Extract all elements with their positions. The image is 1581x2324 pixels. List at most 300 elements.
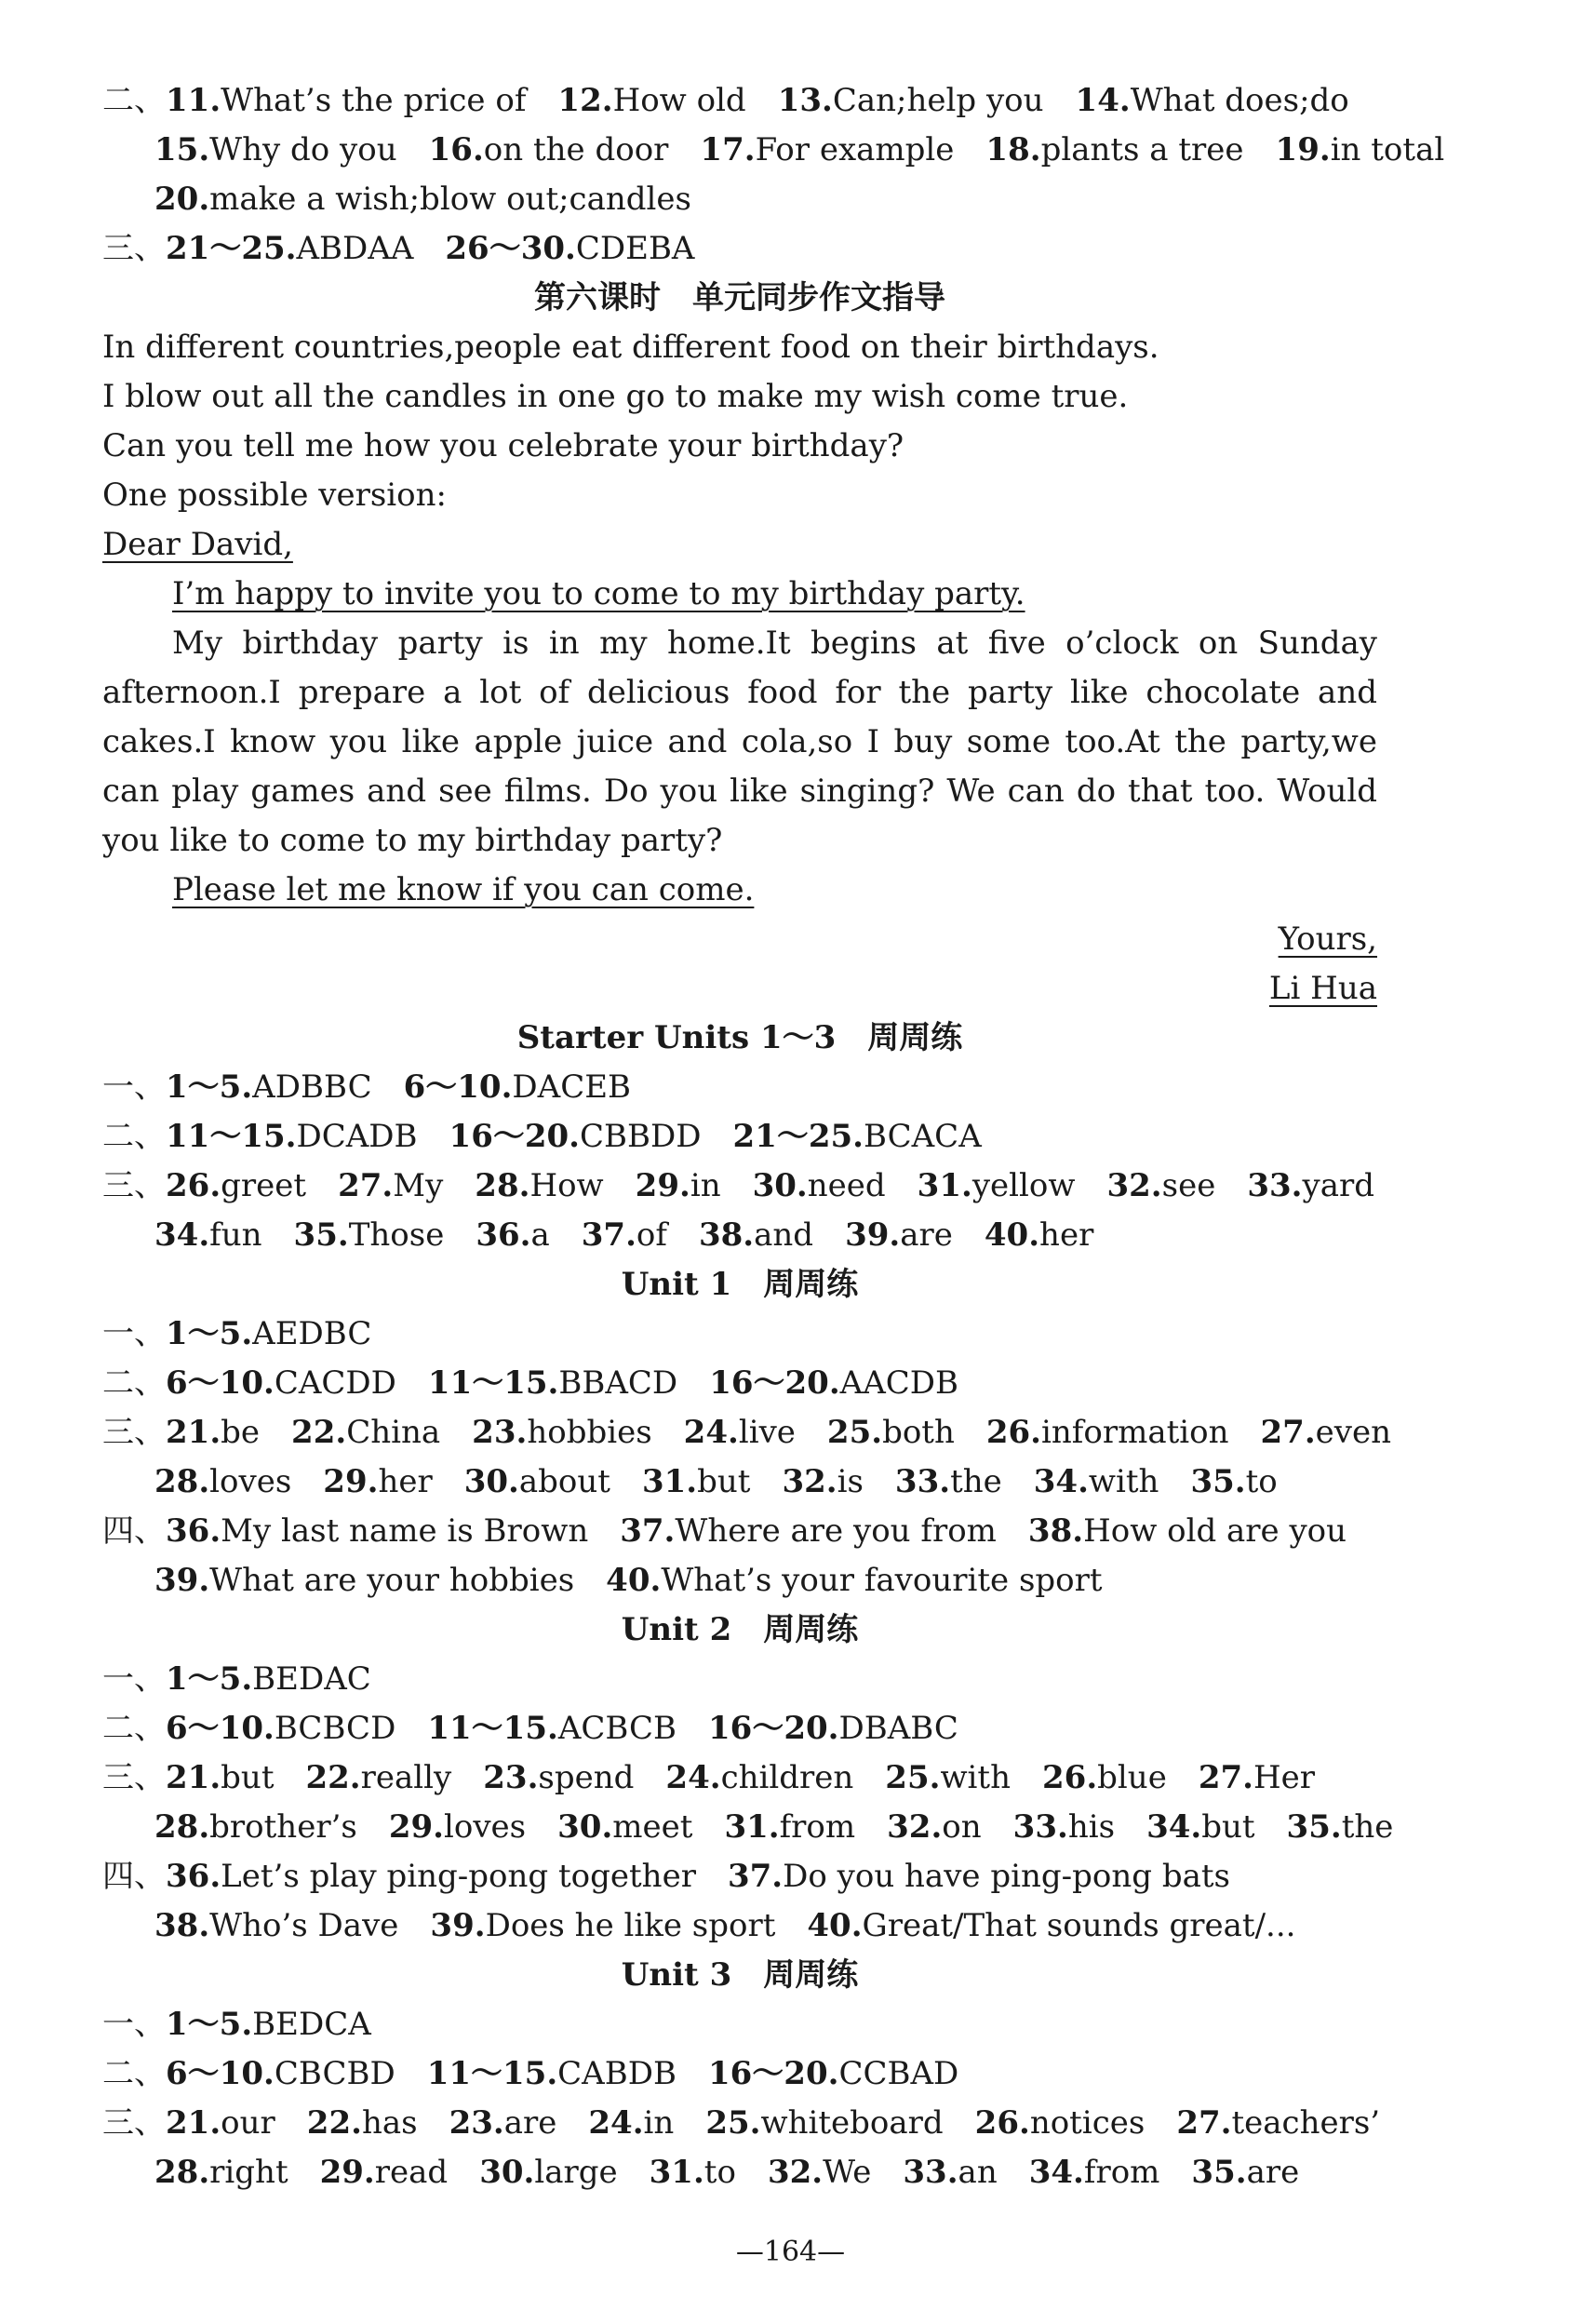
answer-text: need [807,1167,886,1204]
answer-item [166,1315,371,1352]
answer-item [154,1463,291,1500]
answer-text: CABDB [557,2055,677,2092]
answer-text: but [1201,1808,1255,1846]
answer-item [1199,1759,1315,1796]
question-number: 24. [683,1414,739,1451]
answer-item [699,1216,813,1254]
answer-text: see [1161,1167,1216,1204]
answer-text: My [393,1167,444,1204]
question-number: 28. [154,1463,210,1500]
answer-text: ABDAA [296,230,414,267]
answer-item [166,1512,588,1550]
question-number: 34. [1028,2154,1084,2191]
answer-text: in [643,2104,675,2142]
question-number: 37. [581,1216,636,1254]
answer-line [102,175,1377,224]
question-number: 29. [319,2154,375,2191]
question-number: 38. [698,1216,755,1254]
answer-line [102,1753,1377,1803]
answer-text: Let’s play ping-pong together [221,1858,696,1895]
answer-item [1190,1463,1277,1500]
answer-item [430,1907,775,1944]
question-number: 21. [166,1414,221,1451]
question-number: 40. [807,1907,863,1944]
answer-text: the [950,1463,1002,1500]
answer-item [986,1414,1229,1451]
question-number: 22. [306,2104,362,2142]
answer-line [102,1704,1377,1753]
answer-line [102,1310,1377,1359]
question-number: 32. [1106,1167,1162,1204]
question-number: 17. [700,131,756,168]
question-number: 21～25. [166,230,297,267]
question-number: 28. [154,1808,210,1846]
section-number: 三、 [102,230,166,267]
answer-item [642,1463,750,1500]
answer-item [606,1562,1102,1599]
question-number: 26. [166,1167,221,1204]
answer-text: right [209,2154,288,2191]
answer-text: spend [538,1759,635,1796]
answer-text: but [697,1463,751,1500]
letter-signoff [102,915,1377,964]
answer-item [903,2154,997,2191]
answer-text: Those [348,1216,445,1254]
question-number: 38. [1027,1512,1084,1550]
answer-text: teachers’ [1231,2104,1381,2142]
answer-text: her [378,1463,433,1500]
question-number: 38. [154,1907,210,1944]
answer-text: has [361,2104,418,2142]
question-number: 21. [166,2104,221,2142]
answer-item [1261,1414,1392,1451]
answer-item [338,1167,443,1204]
question-number: 31. [649,2154,704,2191]
answer-item [708,2055,958,2092]
question-number: 16～20. [449,1118,581,1155]
question-number: 35. [1191,2154,1247,2191]
answer-item [782,1463,863,1500]
question-number: 27. [1176,2104,1232,2142]
answer-item [650,2154,736,2191]
answer-item [449,1118,702,1155]
question-number: 14. [1075,82,1131,119]
question-number: 1～5. [166,1315,253,1352]
question-number: 1～5. [166,1068,253,1106]
answer-text: whiteboard [760,2104,944,2142]
answer-text: What’s your favourite sport [661,1562,1103,1599]
answer-item [445,230,694,267]
answer-text: Why do you [209,131,397,168]
question-number: 36. [166,1858,221,1895]
question-number: 30. [479,2154,535,2191]
answer-line [102,1458,1377,1507]
question-number: 20. [154,181,210,218]
question-number: 26. [1042,1759,1098,1796]
question-number: 6～10. [166,1364,275,1402]
answer-item [557,1808,692,1846]
answer-text: are [1246,2154,1300,2191]
answer-item [166,1118,418,1155]
answer-item [1029,2154,1160,2191]
answer-item [166,2006,371,2043]
answer-item [724,1808,855,1846]
section-number: 四、 [102,1512,166,1550]
answer-text: Do you have ping-pong bats [783,1858,1230,1895]
answer-text: about [518,1463,610,1500]
answer-text: his [1067,1808,1116,1846]
answer-item [476,1216,549,1254]
question-number: 6～10. [166,2055,275,2092]
answer-text: to [703,2154,736,2191]
answer-item [428,1364,677,1402]
answer-item [154,2154,288,2191]
question-number: 22. [291,1414,347,1451]
answer-item [1076,82,1349,119]
answer-item [975,2104,1146,2142]
answer-item [1247,1167,1374,1204]
answer-line [102,76,1377,126]
question-number: 25. [826,1414,883,1451]
question-number: 29. [388,1808,444,1846]
answer-item [166,1759,274,1796]
answer-item [636,1167,721,1204]
question-number: 39. [845,1216,901,1254]
question-number: 33. [903,2154,958,2191]
question-number: 11～15. [427,1364,559,1402]
answer-text: Does he like sport [485,1907,776,1944]
question-number: 33. [1012,1808,1068,1846]
answer-item [1013,1808,1115,1846]
answer-text: BBACD [558,1364,678,1402]
question-number: 32. [782,1463,837,1500]
opening-text: I’m happy to invite you to come to my birthday party. [172,575,1025,612]
answer-item [827,1414,955,1451]
answer-item [728,1858,1230,1895]
answer-item [985,131,1243,168]
answer-text: her [1039,1216,1094,1254]
letter-body: My birthday party is in my home.It begins at five o’clock on Sunday afternoon.I prepare a lot of delicious food for the party like chocolate and cakes.I know you like apple juice and cola,so I buy some too.At the party,we can play games and see films. Do you like singing? We can do that too. Would you like to come to my birthday party? [102,625,1377,859]
answer-text: in total [1330,131,1445,168]
answer-item [483,1759,634,1796]
question-number: 21. [166,1759,221,1796]
answer-text: Who’s Dave [209,1907,399,1944]
answer-item [166,2104,275,2142]
answer-text: BCBCD [274,1710,396,1747]
answer-text: Great/That sounds great/... [862,1907,1296,1944]
answer-text: How old [612,82,746,119]
question-number: 33. [894,1463,951,1500]
answer-line [102,2099,1381,2148]
answer-item [918,1167,1076,1204]
question-number: 31. [917,1167,972,1204]
answer-text: We [823,2154,872,2191]
section-title: Unit 1 周周练 [621,1266,859,1303]
answer-text: plants a tree [1040,131,1244,168]
answer-item [753,1167,886,1204]
answer-line [102,1803,1394,1852]
answer-text: a [530,1216,550,1254]
answer-item [427,1710,677,1747]
question-number: 24. [665,1759,721,1796]
answer-line [102,1556,1377,1605]
answer-line [102,1211,1377,1260]
question-number: 34. [1146,1808,1202,1846]
answer-text: CBBDD [580,1118,702,1155]
answer-item [895,1463,1002,1500]
answer-item [166,1710,395,1747]
question-number: 28. [475,1167,530,1204]
answer-line [102,2148,1377,2197]
section-number: 一、 [102,2006,166,2043]
answer-item [845,1216,953,1254]
question-number: 32. [887,1808,943,1846]
question-number: 13. [777,82,833,119]
letter-name [102,964,1377,1014]
answer-line [102,2000,1377,2049]
answer-item [166,1858,696,1895]
question-number: 26～30. [445,230,576,267]
letter-greeting [102,520,1377,570]
question-number: 6～10. [403,1068,513,1106]
answer-item [307,2104,418,2142]
answer-item [768,2154,871,2191]
answer-text: CACDD [274,1364,396,1402]
question-number: 37. [620,1512,676,1550]
sentence: I blow out all the candles in one go to make my wish come true. [102,378,1129,415]
answer-text: are [503,2104,557,2142]
question-number: 26. [974,2104,1030,2142]
question-number: 31. [724,1808,780,1846]
answer-item [557,82,745,119]
answer-item [166,1068,372,1106]
question-number: 1～5. [166,2006,253,2043]
sentence: Can you tell me how you celebrate your birthday? [102,427,904,464]
answer-text: loves [209,1463,292,1500]
answer-text: DACEB [512,1068,632,1106]
answer-item [588,2104,674,2142]
answer-line [102,1112,1377,1162]
question-number: 32. [767,2154,824,2191]
question-number: 30. [557,1808,613,1846]
answer-item [154,1216,262,1254]
answer-item [1106,1167,1215,1204]
answer-item [154,181,691,218]
answer-item [294,1216,445,1254]
question-number: 36. [166,1512,221,1550]
answer-text: How old are you [1083,1512,1347,1550]
question-number: 35. [293,1216,349,1254]
answer-item [582,1216,667,1254]
section-title: Unit 3 周周练 [621,1956,859,1994]
answer-text: BEDAC [252,1660,371,1698]
answer-item [1276,131,1445,168]
answer-item [320,2154,449,2191]
section-number: 四、 [102,1858,166,1895]
answer-item [154,1907,398,1944]
question-number: 28. [154,2154,210,2191]
question-number: 27. [338,1167,394,1204]
question-number: 16～20. [707,2055,839,2092]
answer-text: loves [444,1808,527,1846]
question-number: 39. [154,1562,210,1599]
answer-line [102,1063,1377,1112]
answer-item [166,1167,306,1204]
section-number: 一、 [102,1315,166,1352]
section-number: 二、 [102,2055,166,2092]
answer-text: in [690,1167,721,1204]
question-number: 11～15. [427,1710,558,1747]
answer-text: For example [755,131,955,168]
answer-text: on the door [483,131,669,168]
answer-line [102,1408,1392,1458]
answer-item [479,2154,617,2191]
question-number: 23. [472,1414,528,1451]
answer-text: an [958,2154,998,2191]
question-number: 16～20. [708,1710,839,1747]
answer-item [427,2055,677,2092]
answer-line [102,126,1445,175]
answer-text: from [1083,2154,1160,2191]
answer-text: Can;help you [832,82,1044,119]
answer-text: ACBCB [557,1710,677,1747]
answer-line [102,224,1377,274]
answer-item [1146,1808,1254,1846]
question-number: 30. [752,1167,808,1204]
answer-item [778,82,1044,119]
section-number: 三、 [102,1167,166,1204]
answer-item [154,1562,574,1599]
sentence: One possible version: [102,477,447,514]
letter-opening [102,570,1377,619]
section-title: Starter Units 1～3 周周练 [516,1019,963,1056]
question-number: 1～5. [166,1660,253,1698]
answer-item [166,1660,371,1698]
question-number: 40. [984,1216,1040,1254]
answer-line [102,1359,1377,1408]
letter-closing [102,866,1377,915]
question-number: 11. [166,82,221,119]
question-number: 24. [588,2104,644,2142]
answer-item [665,1759,853,1796]
question-number: 34. [1033,1463,1089,1500]
answer-line [102,1655,1377,1704]
answer-item [449,2104,557,2142]
answer-item [154,131,397,168]
answer-text: CBCBD [274,2055,395,2092]
answer-text: hobbies [527,1414,652,1451]
question-number: 16. [428,131,484,168]
answer-item [1287,1808,1394,1846]
page-number: —164— [735,2236,846,2268]
answer-text: the [1341,1808,1394,1846]
answer-text: yellow [971,1167,1076,1204]
answer-item [166,82,526,119]
answer-line [102,1507,1377,1556]
answer-text: children [720,1759,854,1796]
answer-text: fun [209,1216,262,1254]
answer-line [102,1162,1377,1211]
answer-item [733,1118,982,1155]
section-number: 二、 [102,1118,166,1155]
answer-line [102,1852,1377,1901]
question-number: 29. [323,1463,379,1500]
answer-text: How [529,1167,604,1204]
answer-item [885,1759,1011,1796]
answer-text: brother’s [209,1808,357,1846]
question-number: 21～25. [732,1118,864,1155]
section-title: 第六课时 单元同步作文指导 [534,279,945,316]
question-number: 22. [305,1759,361,1796]
section-number: 一、 [102,1068,166,1106]
answer-text: BCACA [864,1118,982,1155]
question-number: 6～10. [166,1710,275,1747]
section-number: 一、 [102,1660,166,1698]
answer-item [475,1167,603,1204]
greeting-text: Dear David, [102,526,293,563]
answer-text: but [221,1759,275,1796]
section-number: 三、 [102,1759,166,1796]
answer-text: is [837,1463,864,1500]
answer-item [985,1216,1093,1254]
answer-text: large [534,2154,618,2191]
question-number: 16～20. [709,1364,840,1402]
answer-item [620,1512,997,1550]
answer-item [1034,1463,1159,1500]
question-number: 39. [430,1907,486,1944]
answer-text: China [346,1414,441,1451]
answer-item [887,1808,982,1846]
signoff-text: Yours, [1278,920,1377,958]
question-number: 25. [885,1759,941,1796]
answer-text: BEDCA [252,2006,371,2043]
answer-item [472,1414,652,1451]
answer-text: live [738,1414,796,1451]
answer-text: DBABC [838,1710,958,1747]
question-number: 30. [463,1463,519,1500]
answer-text: read [374,2154,449,2191]
answer-text: with [1088,1463,1159,1500]
answer-item [166,1414,260,1451]
answer-text: really [360,1759,452,1796]
question-number: 37. [727,1858,784,1895]
answer-text: to [1245,1463,1278,1500]
answer-text: on [942,1808,982,1846]
answer-text: greet [221,1167,307,1204]
question-number: 26. [985,1414,1042,1451]
question-number: 36. [476,1216,531,1254]
name-text: Li Hua [1268,970,1377,1007]
answer-item [404,1068,631,1106]
answer-text: My last name is Brown [221,1512,589,1550]
question-number: 33. [1247,1167,1303,1204]
answer-text: with [940,1759,1011,1796]
question-number: 34. [154,1216,210,1254]
answer-item [166,230,413,267]
answer-text: our [221,2104,275,2142]
question-number: 23. [483,1759,539,1796]
answer-text: Her [1253,1759,1316,1796]
answer-item [1191,2154,1299,2191]
sentence: In different countries,people eat different food on their birthdays. [102,329,1159,366]
answer-item [154,1808,357,1846]
answer-item [709,1364,958,1402]
answer-item [700,131,954,168]
section-number: 三、 [102,2104,166,2142]
answer-text: blue [1097,1759,1167,1796]
answer-item [166,1364,396,1402]
answer-text: information [1041,1414,1229,1451]
